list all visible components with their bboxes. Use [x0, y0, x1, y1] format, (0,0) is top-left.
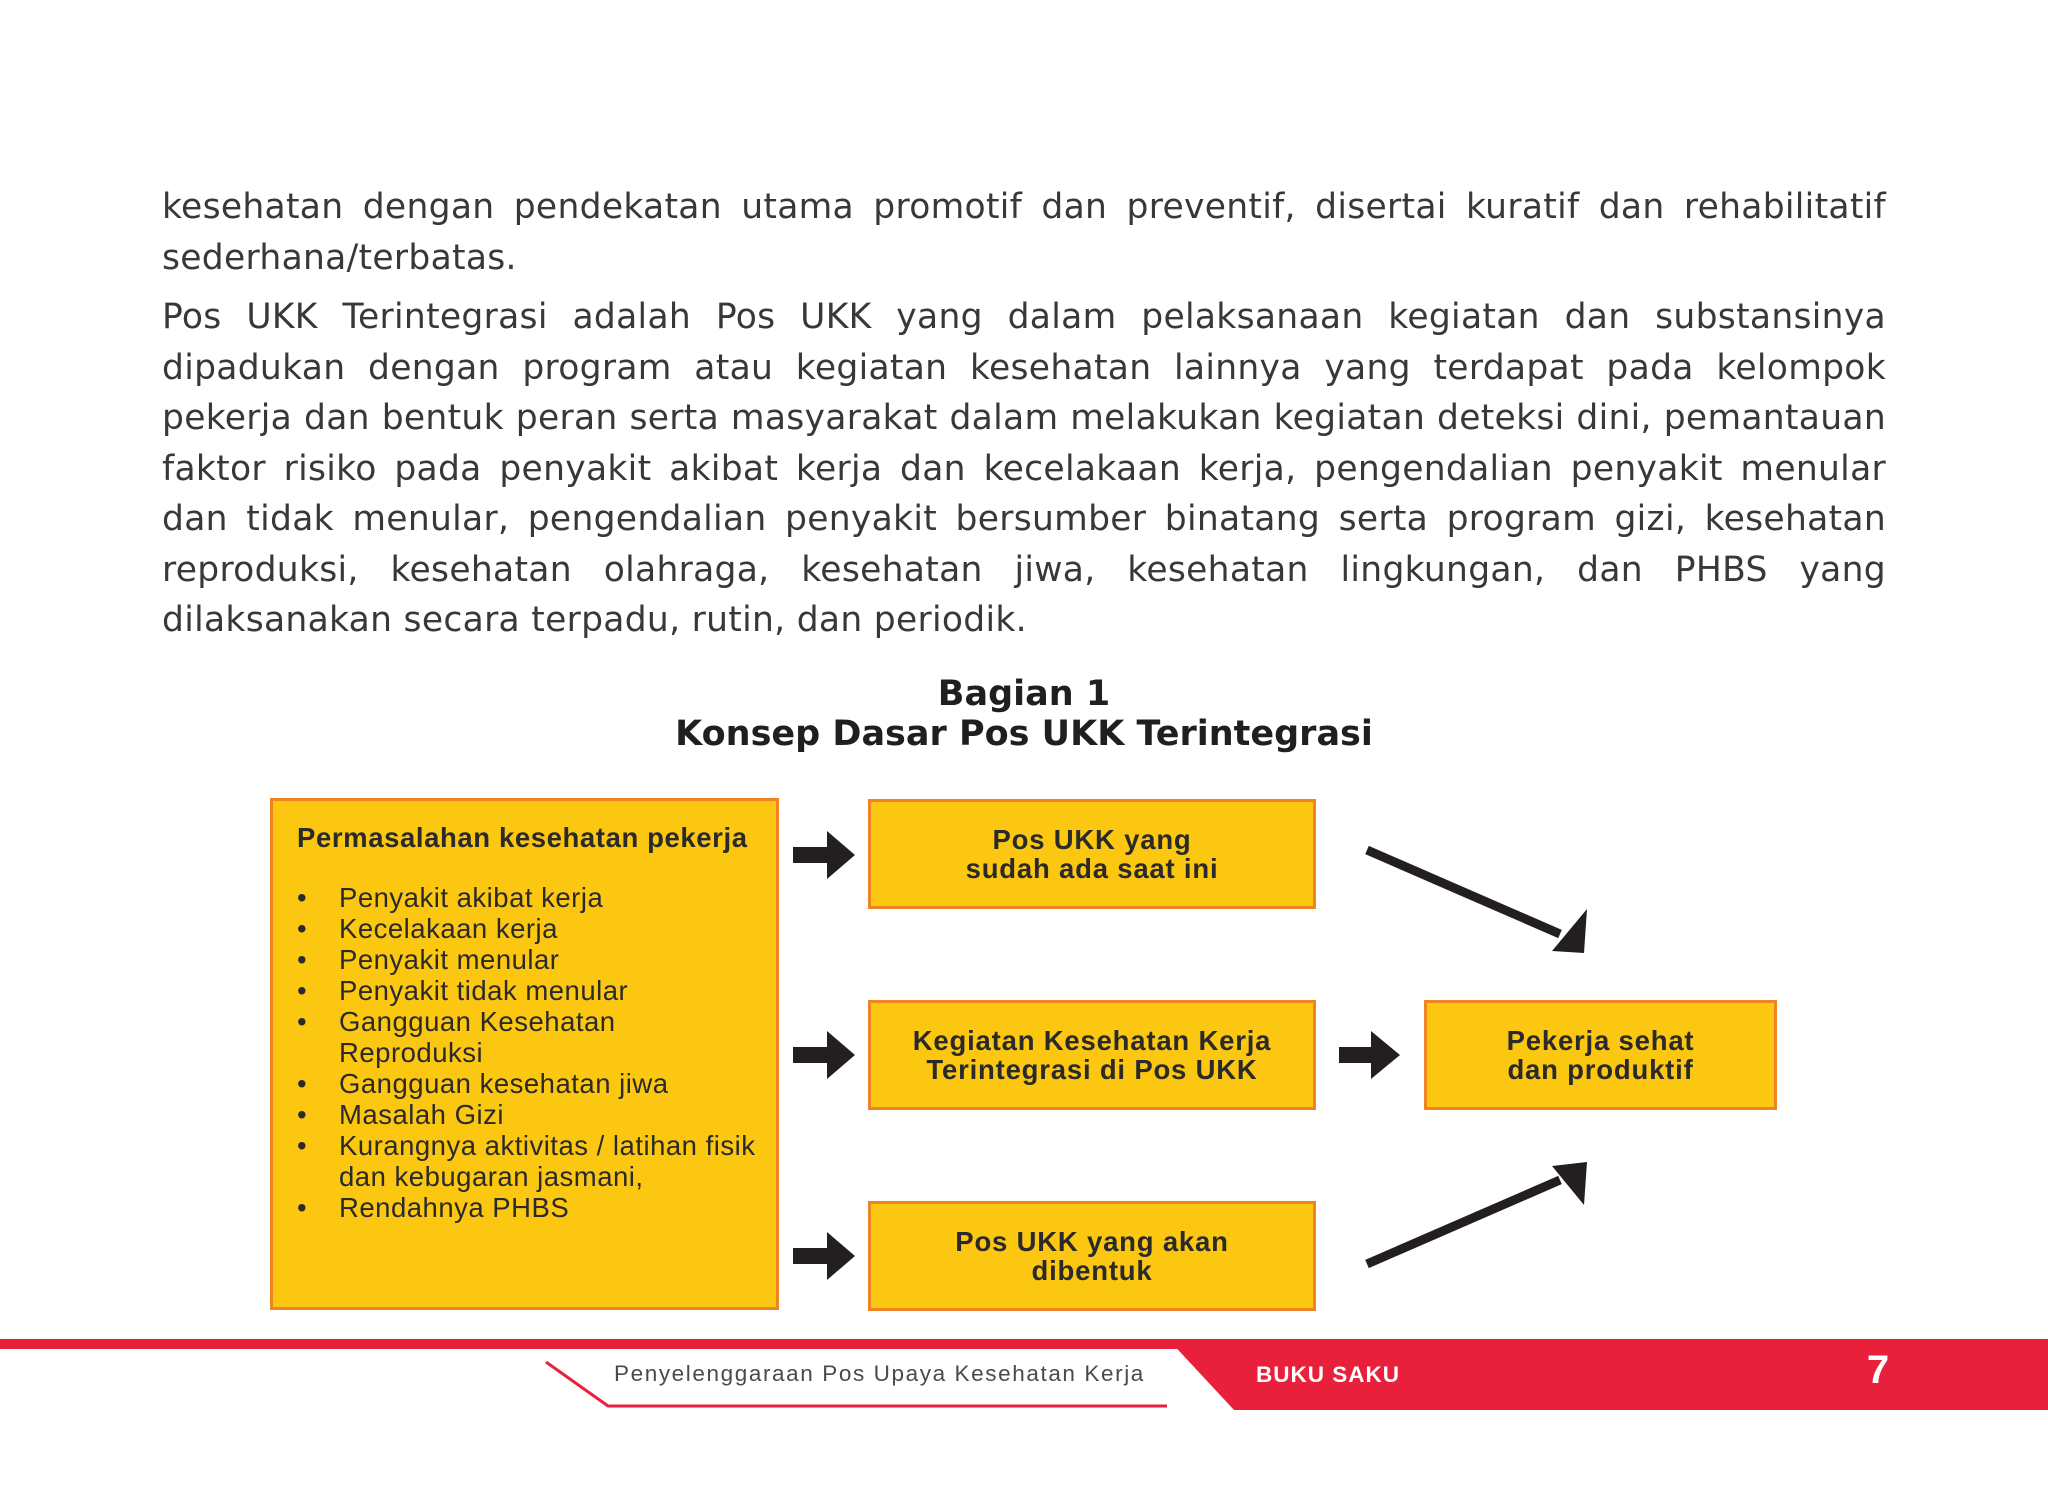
footer-brand: BUKU SAKU — [1256, 1362, 1400, 1387]
list-item: • Gangguan kesehatan jiwa — [297, 1068, 756, 1099]
list-item: • Penyakit akibat kerja — [297, 882, 756, 913]
box-label-line: dan produktif — [1507, 1054, 1694, 1085]
list-item: • Penyakit tidak menular — [297, 975, 756, 1006]
list-item: • Kecelakaan kerja — [297, 913, 756, 944]
box-label-line: Pos UKK yang — [992, 824, 1192, 855]
list-item: • Kurangnya aktivitas / latihan fisik dan kebugaran jasmani, — [297, 1130, 756, 1192]
list-item: • Rendahnya PHBS — [297, 1192, 756, 1223]
problems-heading: Permasalahan kesehatan pekerja — [297, 822, 748, 853]
box-label-line: Pos UKK yang akan — [955, 1226, 1229, 1257]
list-item: • Penyakit menular — [297, 944, 756, 975]
box-label-line: Terintegrasi di Pos UKK — [926, 1054, 1258, 1085]
box-label-line: sudah ada saat ini — [965, 853, 1219, 884]
figure-label: Bagian 1 — [937, 674, 1111, 714]
body-paragraph-1: kesehatan dengan pendekatan utama promotif dan preventif, disertai kuratif dan rehabilitatif sederhana/terbatas. — [162, 187, 1886, 278]
list-item: • Masalah Gizi — [297, 1099, 756, 1130]
page-number: 7 — [1866, 1348, 1890, 1392]
box-label-line: Pekerja sehat — [1506, 1025, 1695, 1056]
box-label-line: dibentuk — [1031, 1255, 1153, 1286]
figure-caption: Konsep Dasar Pos UKK Terintegrasi — [675, 714, 1373, 754]
footer-subtitle: Penyelenggaraan Pos Upaya Kesehatan Kerja — [614, 1361, 1145, 1386]
box-label-line: Kegiatan Kesehatan Kerja — [912, 1025, 1272, 1056]
body-paragraph-2: Pos UKK Terintegrasi adalah Pos UKK yang dalam pelaksanaan kegiatan dan substansinya dipadukan dengan program atau kegiatan kesehatan lainnya yang terdapat pada kelompok pekerja dan bentuk peran serta masyarakat dalam melakukan kegiatan deteksi dini, pemantauan faktor risiko pada penyakit akibat kerja dan kecelakaan kerja, pengendalian penyakit menular dan tidak menular, pengendalian penyakit bersumber binatang serta program gizi, kesehatan reproduksi, kesehatan olahraga, kesehatan jiwa, kesehatan lingkungan, dan PHBS yang dilaksanakan secara terpadu, rutin, dan periodik. — [162, 297, 1886, 640]
list-item: • Gangguan Kesehatan Reproduksi — [297, 1006, 756, 1068]
